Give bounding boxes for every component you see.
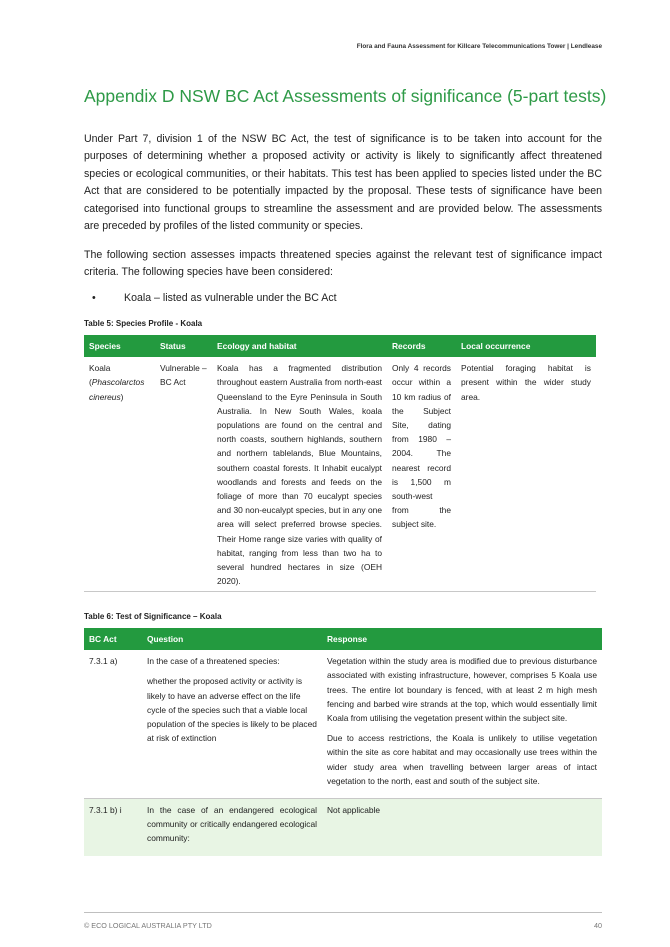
table-row (84, 799, 602, 856)
response-paragraph: Not applicable (327, 805, 381, 816)
column-header: Status (155, 335, 212, 357)
column-header: Records (387, 335, 456, 357)
question-cell (142, 650, 322, 798)
running-header: Flora and Fauna Assessment for Killcare Telecommunications Tower | Lendlease (356, 43, 602, 50)
page-number: 40 (594, 921, 602, 930)
response-cell (322, 799, 602, 856)
test-of-significance-table (84, 628, 602, 856)
question-detail: whether the proposed activity or activity is likely to have an adverse effect on the life cycle of the species such that a viable local population of the species is likely to be placed at risk of extinction (147, 676, 317, 744)
clause-cell: 7.3.1 b) i (84, 799, 142, 856)
list-item: • Koala – listed as vulnerable under the BC Act (92, 292, 337, 304)
footer-copyright: © ECO LOGICAL AUSTRALIA PTY LTD (84, 921, 212, 930)
table6-caption: Table 6: Test of Significance – Koala (84, 612, 222, 621)
column-header: BC Act (84, 628, 142, 650)
column-header: Response (322, 628, 602, 650)
clause-cell: 7.3.1 a) (84, 650, 142, 798)
table-row (84, 357, 596, 592)
footer-divider (84, 912, 602, 913)
appendix-title: Appendix D NSW BC Act Assessments of significance (5-part tests) (84, 86, 607, 106)
species-profile-table (84, 335, 596, 592)
table-header-row (84, 628, 602, 650)
status-cell: Vulnerable – BC Act (155, 357, 212, 592)
column-header: Local occurrence (456, 335, 596, 357)
column-header: Ecology and habitat (212, 335, 387, 357)
response-cell (322, 650, 602, 798)
response-paragraph: Due to access restrictions, the Koala is unlikely to utilise vegetation within the site as core habitat and may occasionally use trees within the wider study area when travelling between larger areas of intact vegetation to the north, east and south of the subject site. (327, 733, 597, 786)
column-header: Question (142, 628, 322, 650)
species-list (92, 292, 337, 304)
species-cell: Koala (Phascolarctos cinereus) (84, 357, 155, 592)
intro-paragraph-2: The following section assesses impacts threatened species against the relevant test of significance impact criteria. The following species have been considered: (84, 249, 602, 279)
question-lead: In the case of an endangered ecological community or critically endangered ecological community: (147, 805, 317, 844)
table5-caption: Table 5: Species Profile - Koala (84, 319, 203, 328)
table-header-row (84, 335, 596, 357)
records-cell: Only 4 records occur within a 10 km radius of the Subject Site, dating from 1980 – 2004. The nearest record is 1,500 m south-west from the subject site. (387, 357, 456, 592)
question-lead: In the case of a threatened species: (147, 656, 280, 667)
column-header: Species (84, 335, 155, 357)
species-common-name: Koala (89, 363, 111, 374)
response-paragraph: Vegetation within the study area is modified due to previous disturbance associated with existing infrastructure, however, comprises 5 Koala use trees. The entire lot boundary is fenced, with at least 2 m high mesh fencing and barbed wire strands at the top, which would essentially limit Koala from utilising the vegetation present within the subject site. (327, 656, 597, 724)
question-cell (142, 799, 322, 856)
species-scientific-name: Phascolarctos cinereus (89, 377, 145, 402)
table-row (84, 650, 602, 798)
ecology-cell: Koala has a fragmented distribution throughout eastern Australia from north-east Queensland to the Eyre Peninsula in South Australia. In New South Wales, koala populations are found on the central and north coasts, southern highlands, southern and northern tablelands, Blue Mountains, southern coastal forests. It Inhabit eucalypt woodlands and forests and feeds on the foliage of more than 70 eucalypt species and 30 non-eucalypt species, but in any one area will select preferred browse species. Their Home range size varies with quality of habitat, ranging from less than two ha to several hundred hectares in size (OEH 2020). (212, 357, 387, 592)
local-occurrence-cell: Potential foraging habitat is present within the wider study area. (456, 357, 596, 592)
intro-paragraph-1: Under Part 7, division 1 of the NSW BC Act, the test of significance is to be taken into account for the purposes of determining whether a proposed activity or activity is likely to significantly affect threatened species or ecological communities, or their habitats. This test has been applied to species listed under the BC Act that are considered to be potentially impacted by the proposal. These tests of significance have been categorised into functional groups to streamline the assessment and are provided below. The assessments are preceded by profiles of the listed community or species. (84, 133, 602, 233)
